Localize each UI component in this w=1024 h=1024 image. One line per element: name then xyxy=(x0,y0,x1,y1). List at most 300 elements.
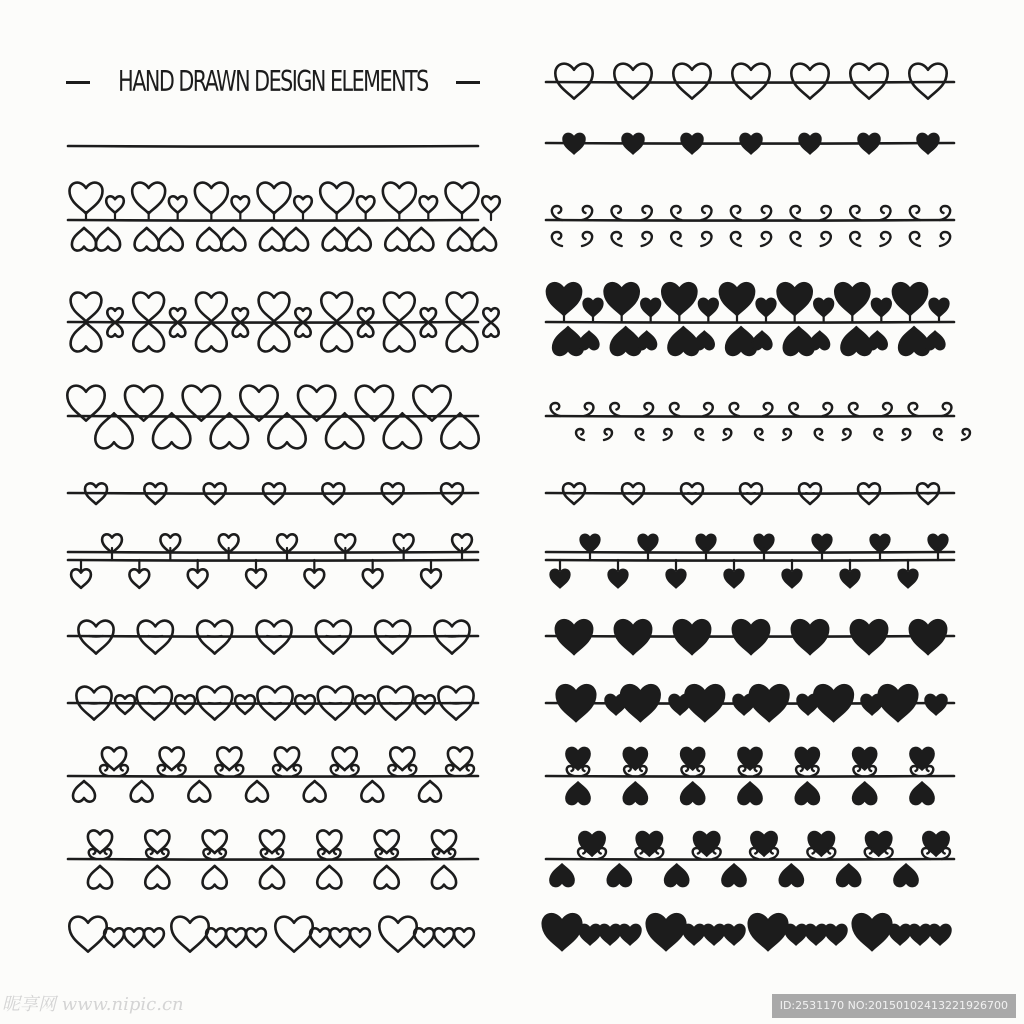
curl-ornament-icon xyxy=(636,429,644,440)
heart-icon xyxy=(188,569,208,588)
curl-ornament-icon xyxy=(551,403,560,416)
curl-ornament-icon xyxy=(902,429,910,440)
curl-ornament-icon xyxy=(874,429,882,440)
curl-ornament-icon xyxy=(235,765,243,776)
curl-ornament-icon xyxy=(701,206,711,220)
curl-ornament-icon xyxy=(611,232,621,246)
border-outline-hearts-row xyxy=(546,64,954,99)
curl-ornament-icon xyxy=(789,403,798,416)
heart-icon xyxy=(448,747,472,770)
curl-ornament-icon xyxy=(940,206,950,220)
heart-icon xyxy=(722,864,746,887)
border-mirrored-hearts xyxy=(68,293,499,352)
heart-icon xyxy=(73,781,95,802)
curl-ornament-icon xyxy=(639,766,646,776)
curl-ornament-icon xyxy=(178,765,186,776)
heart-icon xyxy=(579,924,601,945)
heart-icon xyxy=(259,323,290,352)
heart-icon xyxy=(777,283,812,316)
heart-icon xyxy=(294,196,312,212)
heart-icon xyxy=(791,64,828,99)
curl-ornament-icon xyxy=(910,232,920,246)
heart-icon xyxy=(132,183,165,214)
curl-ornament-icon xyxy=(763,403,772,416)
border-line xyxy=(546,416,954,417)
border-heart-group xyxy=(69,917,474,952)
curl-ornament-icon xyxy=(755,429,763,440)
heart-icon xyxy=(421,569,441,588)
title-dash-left xyxy=(66,81,90,84)
heart-icon xyxy=(432,866,456,889)
curl-ornament-icon xyxy=(910,206,920,220)
curl-ornament-icon xyxy=(731,206,741,220)
heart-icon xyxy=(447,323,478,352)
heart-dash xyxy=(688,493,696,494)
border-line xyxy=(546,322,954,323)
curl-ornament-icon xyxy=(942,848,950,859)
heart-dash xyxy=(806,493,814,494)
heart-icon xyxy=(434,928,454,947)
curl-ornament-icon xyxy=(215,765,223,776)
heart-icon xyxy=(556,685,596,722)
heart-icon xyxy=(799,133,821,154)
heart-icon xyxy=(795,782,819,805)
curl-ornament-icon xyxy=(261,849,268,859)
border-heart-group-filled xyxy=(542,914,951,951)
heart-icon xyxy=(673,64,710,99)
heart-icon xyxy=(853,782,877,805)
heart-icon xyxy=(861,694,883,715)
heart-dash xyxy=(747,493,755,494)
heart-icon xyxy=(732,620,769,655)
heart-icon xyxy=(133,323,164,352)
heart-dash xyxy=(865,493,873,494)
curl-ornament-icon xyxy=(934,429,942,440)
curl-ornament-icon xyxy=(567,766,574,776)
border-line xyxy=(68,552,478,553)
curl-ornament-icon xyxy=(203,849,210,859)
curl-ornament-icon xyxy=(89,849,96,859)
heart-icon xyxy=(738,782,762,805)
curl-ornament-icon xyxy=(922,848,930,859)
border-flourish-filled xyxy=(546,747,954,804)
heart-icon xyxy=(850,620,887,655)
heart-icon xyxy=(221,228,245,251)
heart-icon xyxy=(390,747,414,770)
curl-ornament-icon xyxy=(703,403,712,416)
heart-icon xyxy=(357,196,375,212)
heart-dash xyxy=(386,636,400,637)
heart-icon xyxy=(681,133,703,154)
curl-ornament-icon xyxy=(642,232,652,246)
heart-icon xyxy=(232,196,250,212)
heart-icon xyxy=(170,308,185,322)
heart-icon xyxy=(917,133,939,154)
heart-icon xyxy=(732,64,769,99)
heart-icon xyxy=(259,293,290,322)
curl-ornament-icon xyxy=(391,849,398,859)
curl-ornament-icon xyxy=(693,848,701,859)
heart-icon xyxy=(295,322,310,336)
curl-ornament-icon xyxy=(882,403,891,416)
heart-icon xyxy=(749,685,789,722)
curl-ornament-icon xyxy=(850,206,860,220)
border-line xyxy=(546,776,954,777)
heart-icon xyxy=(673,620,710,655)
heart-icon xyxy=(553,327,584,356)
heart-icon xyxy=(169,196,187,212)
page-title: HAND DRAWN DESIGN ELEMENTS xyxy=(118,65,428,99)
curl-ornament-icon xyxy=(578,848,586,859)
heart-icon xyxy=(246,569,266,588)
heart-icon xyxy=(160,747,184,770)
heart-icon xyxy=(102,747,126,770)
border-hanging-hearts-filled xyxy=(546,534,954,588)
heart-icon xyxy=(646,914,686,951)
curl-ornament-icon xyxy=(770,848,778,859)
heart-icon xyxy=(694,331,714,350)
heart-icon xyxy=(284,228,308,251)
heart-dash xyxy=(445,636,459,637)
curl-ornament-icon xyxy=(408,765,416,776)
heart-icon xyxy=(614,620,651,655)
curl-ornament-icon xyxy=(448,849,455,859)
curl-ornament-icon xyxy=(642,206,652,220)
heart-icon xyxy=(448,228,472,251)
heart-icon xyxy=(840,569,860,588)
heart-icon xyxy=(304,781,326,802)
curl-ornament-icon xyxy=(664,429,672,440)
heart-icon xyxy=(71,569,91,588)
heart-icon xyxy=(791,620,828,655)
curl-ornament-icon xyxy=(695,429,703,440)
heart-icon xyxy=(446,183,479,214)
heart-icon xyxy=(805,924,827,945)
heart-icon xyxy=(258,183,291,214)
heart-icon xyxy=(275,917,312,952)
border-line xyxy=(68,493,478,494)
border-line xyxy=(68,776,478,777)
heart-icon xyxy=(384,323,415,352)
heart-icon xyxy=(170,322,185,336)
heart-icon xyxy=(566,782,590,805)
curl-ornament-icon xyxy=(761,206,771,220)
heart-icon xyxy=(878,685,918,722)
heart-icon xyxy=(409,228,433,251)
heart-icon xyxy=(925,694,947,715)
heart-icon xyxy=(135,228,159,251)
border-big-small-filled xyxy=(546,685,954,722)
heart-icon xyxy=(703,924,725,945)
curl-ornament-icon xyxy=(604,429,612,440)
border-small-knot-hearts-2 xyxy=(546,483,954,504)
heart-dash xyxy=(267,636,281,637)
heart-icon xyxy=(892,283,927,316)
heart-icon xyxy=(72,228,96,251)
heart-icon xyxy=(95,413,132,448)
curl-ornament-icon xyxy=(552,232,562,246)
heart-icon xyxy=(70,183,103,214)
heart-icon xyxy=(681,782,705,805)
border-line xyxy=(68,416,478,417)
heart-dash xyxy=(208,636,222,637)
heart-dash xyxy=(148,703,160,704)
heart-icon xyxy=(358,308,373,322)
heart-icon xyxy=(379,917,416,952)
border-big-small-hearts xyxy=(68,687,478,720)
curl-ornament-icon xyxy=(611,206,621,220)
heart-icon xyxy=(159,228,183,251)
heart-icon xyxy=(542,914,582,951)
heart-icon xyxy=(472,228,496,251)
heart-dash xyxy=(269,703,281,704)
heart-icon xyxy=(330,928,350,947)
heart-icon xyxy=(347,228,371,251)
heart-icon xyxy=(894,864,918,887)
curl-ornament-icon xyxy=(730,403,739,416)
heart-icon xyxy=(107,322,122,336)
title-block xyxy=(66,62,480,102)
curl-ornament-icon xyxy=(331,765,339,776)
heart-icon xyxy=(447,293,478,322)
heart-icon xyxy=(375,866,399,889)
border-curl-hearts-filled xyxy=(546,831,954,886)
heart-icon xyxy=(421,322,436,336)
heart-dash xyxy=(450,703,462,704)
heart-icon xyxy=(669,694,691,715)
heart-icon xyxy=(196,293,227,322)
heart-icon xyxy=(454,928,474,947)
curl-ornament-icon xyxy=(671,206,681,220)
curl-ornament-icon xyxy=(161,849,168,859)
heart-icon xyxy=(909,924,931,945)
heart-icon xyxy=(144,928,164,947)
curl-ornament-icon xyxy=(739,766,746,776)
curl-ornament-icon xyxy=(635,848,643,859)
border-line xyxy=(546,560,954,561)
heart-icon xyxy=(608,569,628,588)
heart-icon xyxy=(925,331,945,350)
border-small-knot-hearts xyxy=(68,483,478,504)
curl-ornament-icon xyxy=(318,849,325,859)
heart-icon xyxy=(350,928,370,947)
heart-icon xyxy=(145,866,169,889)
heart-icon xyxy=(415,695,435,714)
border-curl-hearts xyxy=(68,747,478,801)
heart-icon xyxy=(899,327,930,356)
heart-icon xyxy=(275,747,299,770)
heart-icon xyxy=(385,228,409,251)
curl-ornament-icon xyxy=(582,206,592,220)
heart-icon xyxy=(723,924,745,945)
heart-icon xyxy=(599,924,621,945)
heart-icon xyxy=(326,413,363,448)
heart-icon xyxy=(782,569,802,588)
heart-icon xyxy=(69,917,106,952)
curl-ornament-icon xyxy=(681,766,688,776)
curl-ornament-icon xyxy=(761,232,771,246)
heart-icon xyxy=(171,917,208,952)
curl-ornament-icon xyxy=(865,848,873,859)
border-plain-rule xyxy=(68,146,478,147)
heart-icon xyxy=(295,308,310,322)
heart-icon xyxy=(71,323,102,352)
heart-icon xyxy=(188,781,210,802)
heart-icon xyxy=(814,685,854,722)
heart-icon xyxy=(666,569,686,588)
border-alternating-hearts xyxy=(67,386,478,449)
curl-ornament-icon xyxy=(880,206,890,220)
curl-ornament-icon xyxy=(783,429,791,440)
heart-icon xyxy=(665,864,689,887)
heart-icon xyxy=(129,569,149,588)
heart-icon xyxy=(783,327,814,356)
curl-ornament-icon xyxy=(849,403,858,416)
curl-ornament-icon xyxy=(811,766,818,776)
heart-icon xyxy=(662,283,697,316)
heart-icon xyxy=(610,327,641,356)
curl-ornament-icon xyxy=(433,849,440,859)
heart-icon xyxy=(605,694,627,715)
curl-ornament-icon xyxy=(644,403,653,416)
curl-ornament-icon xyxy=(582,232,592,246)
heart-icon xyxy=(550,569,570,588)
heart-icon xyxy=(555,620,592,655)
heart-icon xyxy=(246,781,268,802)
heart-icon xyxy=(317,866,341,889)
heart-icon xyxy=(825,924,847,945)
curl-ornament-icon xyxy=(880,232,890,246)
heart-icon xyxy=(384,413,421,448)
heart-dash xyxy=(88,703,100,704)
heart-icon xyxy=(106,196,124,212)
heart-icon xyxy=(260,228,284,251)
heart-icon xyxy=(153,413,190,448)
curl-ornament-icon xyxy=(670,403,679,416)
curl-ornament-icon xyxy=(807,848,815,859)
curl-ornament-icon xyxy=(624,766,631,776)
heart-icon xyxy=(929,924,951,945)
heart-icon xyxy=(482,196,500,212)
heart-icon xyxy=(217,747,241,770)
heart-icon xyxy=(361,781,383,802)
heart-icon xyxy=(419,781,441,802)
heart-icon xyxy=(260,866,284,889)
heart-icon xyxy=(841,327,872,356)
border-swirl-3-hearts xyxy=(546,206,954,246)
heart-dash xyxy=(329,703,341,704)
border-line xyxy=(68,859,478,860)
curl-ornament-icon xyxy=(576,429,584,440)
curl-ornament-icon xyxy=(610,403,619,416)
heart-icon xyxy=(910,782,934,805)
curl-ornament-icon xyxy=(104,849,111,859)
heart-icon xyxy=(604,283,639,316)
heart-icon xyxy=(88,866,112,889)
heart-icon xyxy=(810,331,830,350)
border-line xyxy=(68,146,478,147)
watermark-logo: 昵享网 www.nipic.cn xyxy=(2,994,184,1015)
heart-icon xyxy=(211,413,248,448)
heart-icon xyxy=(683,924,705,945)
border-filled-small-hearts xyxy=(546,133,954,154)
curl-ornament-icon xyxy=(962,429,970,440)
curl-ornament-icon xyxy=(815,429,823,440)
curl-ornament-icon xyxy=(219,849,226,859)
watermark-id: ID:2531170 NO:20150102413221926700 xyxy=(772,994,1016,1018)
heart-icon xyxy=(483,322,498,336)
heart-icon xyxy=(858,133,880,154)
heart-icon xyxy=(835,283,870,316)
curl-ornament-icon xyxy=(100,765,108,776)
heart-icon xyxy=(622,133,644,154)
heart-icon xyxy=(203,866,227,889)
heart-icon xyxy=(107,308,122,322)
curl-ornament-icon xyxy=(821,206,831,220)
curl-ornament-icon xyxy=(723,429,731,440)
heart-icon xyxy=(779,864,803,887)
curl-ornament-icon xyxy=(731,232,741,246)
heart-icon xyxy=(133,293,164,322)
heart-icon xyxy=(837,864,861,887)
border-line xyxy=(546,552,954,553)
curl-ornament-icon xyxy=(942,403,951,416)
curl-ornament-icon xyxy=(584,403,593,416)
heart-dash xyxy=(570,493,578,494)
heart-icon xyxy=(421,308,436,322)
heart-icon xyxy=(852,914,892,951)
border-line xyxy=(546,859,954,860)
heart-icon xyxy=(726,327,757,356)
heart-icon xyxy=(889,924,911,945)
title-dash-right xyxy=(456,81,480,84)
border-stemmed-hearts-filled xyxy=(546,283,954,356)
heart-icon xyxy=(563,133,585,154)
heart-dash xyxy=(89,636,103,637)
curl-ornament-icon xyxy=(276,849,283,859)
heart-icon xyxy=(579,331,599,350)
curl-ornament-icon xyxy=(655,848,663,859)
heart-icon xyxy=(867,331,887,350)
heart-icon xyxy=(333,747,357,770)
heart-icon xyxy=(71,293,102,322)
curl-ornament-icon xyxy=(146,849,153,859)
curl-ornament-icon xyxy=(158,765,166,776)
heart-icon xyxy=(195,183,228,214)
curl-ornament-icon xyxy=(701,232,711,246)
curl-ornament-icon xyxy=(120,765,128,776)
heart-dash xyxy=(924,493,932,494)
curl-ornament-icon xyxy=(333,849,340,859)
curl-ornament-icon xyxy=(790,206,800,220)
heart-icon xyxy=(623,782,647,805)
heart-icon xyxy=(320,183,353,214)
heart-icon xyxy=(740,133,762,154)
heart-icon xyxy=(268,413,305,448)
heart-icon xyxy=(233,322,248,336)
curl-ornament-icon xyxy=(843,429,851,440)
curl-ornament-icon xyxy=(823,403,832,416)
curl-ornament-icon xyxy=(375,849,382,859)
curl-ornament-icon xyxy=(821,232,831,246)
heart-icon xyxy=(619,924,641,945)
heart-icon xyxy=(304,569,324,588)
curl-ornament-icon xyxy=(671,232,681,246)
heart-icon xyxy=(637,331,657,350)
curl-ornament-icon xyxy=(466,765,474,776)
border-hanging-hearts xyxy=(68,534,478,588)
heart-dash xyxy=(629,493,637,494)
